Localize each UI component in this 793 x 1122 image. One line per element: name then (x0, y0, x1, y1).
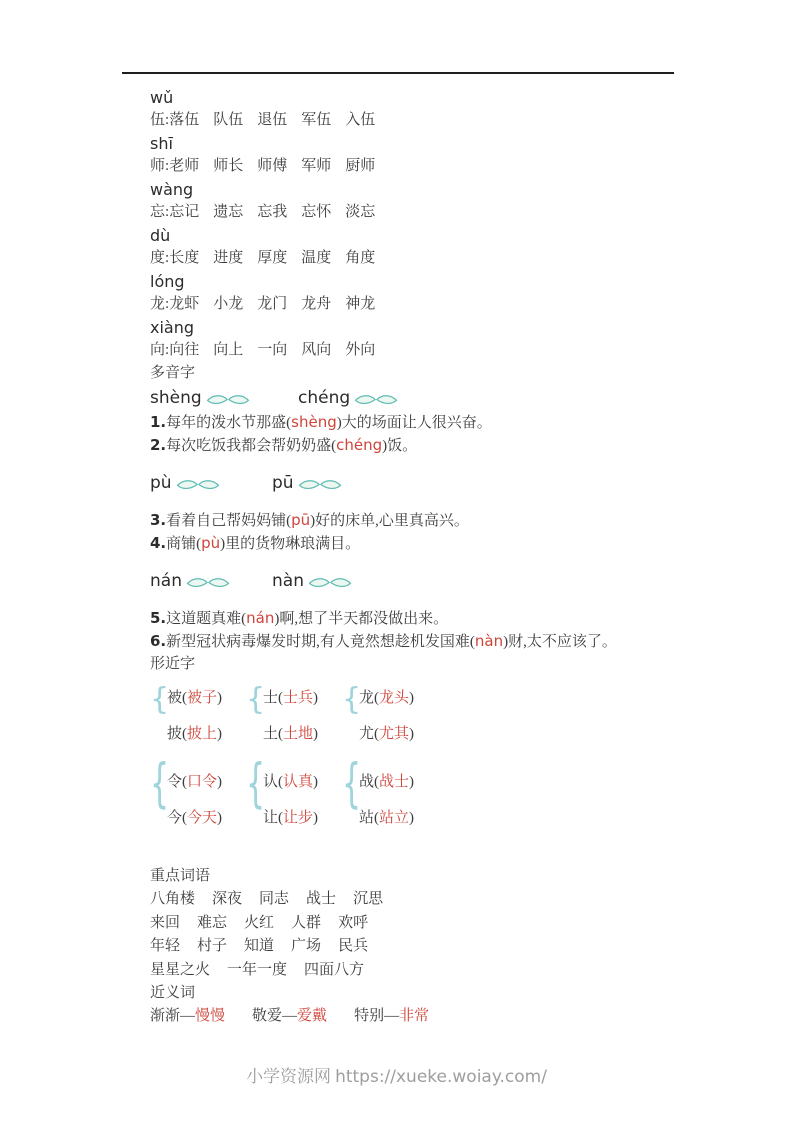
pinyin-label: lóng (150, 272, 185, 291)
pronunciation-left: shèng (150, 388, 202, 408)
confusable-pair-column (342, 753, 438, 831)
confusable-pair-column (150, 753, 246, 831)
example-word: 士兵 (283, 690, 314, 706)
confusable-entry (263, 685, 318, 711)
char: 士 (263, 690, 279, 706)
word: 淡忘 (345, 204, 376, 220)
sentence-text: 这道题真难( (166, 611, 247, 627)
word: 一向 (257, 342, 288, 358)
site-url: https://xueke.woiay.com/ (335, 1067, 547, 1087)
open-paren: ( (278, 774, 284, 790)
key-word: 八角楼 (150, 891, 196, 907)
word: 角度 (345, 250, 376, 266)
confusable-entry (167, 805, 222, 831)
close-paren: ) (217, 726, 223, 742)
confusable-entry (167, 721, 222, 747)
close-paren: ) (409, 774, 415, 790)
synonym-pair (354, 1008, 429, 1024)
sprout-leaves-icon (175, 477, 221, 492)
confusable-pair-column (246, 682, 342, 747)
colon: : (165, 250, 170, 266)
word: 进度 (213, 250, 244, 266)
pronunciation-pair-row (150, 568, 695, 594)
pinyin-label: shī (150, 134, 173, 153)
sentence-number: 2. (150, 436, 167, 454)
example-sentence (150, 434, 695, 457)
duoyinzi-block (150, 568, 695, 653)
close-paren: ) (217, 690, 223, 706)
colon: : (165, 342, 170, 358)
key-word: 火红 (244, 914, 275, 931)
confusable-entry (167, 769, 222, 795)
brace-icon: { (342, 753, 362, 815)
sentence-pinyin: chéng (336, 436, 383, 454)
char: 尤 (359, 726, 375, 742)
word-family (150, 224, 695, 270)
pronunciation-right: pū (272, 473, 294, 493)
word: 小龙 (213, 296, 244, 312)
word: 温度 (301, 250, 332, 266)
sentence-number: 3. (150, 511, 167, 529)
sentence-text: )啊,想了半天都没做出来。 (274, 611, 449, 627)
close-paren: ) (409, 726, 415, 742)
word-family-line (150, 293, 695, 316)
sentence-number: 1. (150, 413, 167, 431)
example-sentence (150, 607, 695, 630)
sprout-leaves-icon (353, 392, 399, 407)
sentence-text: 商铺( (166, 536, 202, 552)
open-paren: ( (278, 690, 284, 706)
brace-icon: { (342, 682, 362, 717)
confusable-group (150, 682, 695, 747)
close-paren: ) (313, 774, 319, 790)
key-word: 一年一度 (227, 961, 288, 978)
word-family-line (150, 339, 695, 362)
key-word: 民兵 (338, 938, 369, 954)
brace-icon: { (150, 682, 170, 717)
duoyinzi-block (150, 385, 695, 457)
close-paren: ) (217, 810, 223, 826)
site-name: 小学资源网 (246, 1067, 332, 1087)
example-word: 今天 (187, 810, 218, 826)
open-paren: ( (182, 774, 188, 790)
key-word: 难忘 (197, 914, 228, 931)
example-word: 披上 (187, 726, 218, 742)
open-paren: ( (374, 774, 380, 790)
word: 军伍 (301, 112, 332, 128)
confusable-entry (359, 685, 414, 711)
open-paren: ( (182, 690, 188, 706)
char: 站 (359, 810, 375, 826)
confusable-entry (359, 805, 414, 831)
close-paren: ) (217, 774, 223, 790)
head-char: 龙 (150, 296, 166, 312)
key-word: 战士 (306, 891, 337, 907)
synonym-a: 特别 (354, 1008, 385, 1024)
sentence-pinyin: nàn (474, 632, 504, 650)
key-word: 深夜 (212, 891, 243, 907)
word: 落伍 (169, 112, 200, 128)
open-paren: ( (278, 726, 284, 742)
sentence-text: )大的场面让人很兴奋。 (336, 415, 492, 431)
synonym-b: 非常 (399, 1008, 430, 1024)
confusable-pair-column (246, 753, 342, 831)
synonyms-row (150, 1005, 695, 1028)
char: 今 (167, 810, 183, 826)
pronunciation-left: pù (150, 473, 172, 493)
example-word: 口令 (187, 774, 218, 790)
word: 军师 (301, 158, 332, 174)
confusable-entry (359, 721, 414, 747)
word: 入伍 (345, 112, 376, 128)
confusable-group (150, 753, 695, 831)
sentence-text: )饭。 (382, 438, 418, 454)
pronunciation-pair-row (150, 470, 695, 496)
key-word: 沉思 (353, 891, 384, 907)
example-word: 龙头 (379, 690, 410, 706)
synonym-pair (150, 1008, 225, 1024)
key-word: 来回 (150, 914, 181, 931)
key-word: 星星之火 (150, 961, 211, 978)
section-heading-zhongdian: 重点词语 (150, 868, 211, 884)
worksheet-content (150, 86, 695, 1028)
pinyin-label: wǔ (150, 88, 174, 107)
word: 队伍 (213, 112, 244, 128)
sentence-text: 每次吃饭我都会帮奶奶盛( (166, 438, 337, 454)
example-word: 认真 (283, 774, 314, 790)
head-char: 度 (150, 250, 166, 266)
head-char: 向 (150, 342, 166, 358)
sentence-text: )里的货物琳琅满目。 (220, 536, 361, 552)
open-paren: ( (374, 690, 380, 706)
open-paren: ( (182, 726, 188, 742)
head-char: 忘 (150, 204, 166, 220)
synonym-a: 渐渐 (150, 1008, 181, 1024)
close-paren: ) (313, 690, 319, 706)
sprout-leaves-icon (297, 477, 343, 492)
open-paren: ( (182, 810, 188, 826)
sprout-leaves-icon (307, 575, 353, 590)
colon: : (165, 158, 170, 174)
dash: — (282, 1008, 298, 1024)
sentence-number: 4. (150, 534, 167, 552)
close-paren: ) (409, 810, 415, 826)
synonym-pair (252, 1008, 327, 1024)
sentence-text: 看着自己帮妈妈铺( (166, 513, 292, 529)
char: 让 (263, 810, 279, 826)
pronunciation-right: nàn (272, 571, 304, 591)
char: 令 (167, 774, 183, 790)
word-family-line (150, 201, 695, 224)
sentence-pinyin: pū (291, 511, 311, 529)
synonym-b: 慢慢 (195, 1008, 226, 1024)
word: 风向 (301, 342, 332, 358)
example-word: 土地 (283, 726, 314, 742)
sentence-text: 新型冠状病毒爆发时期,有人竟然想趁机发国难( (166, 634, 475, 650)
brace-icon: { (150, 753, 170, 815)
char: 被 (167, 690, 183, 706)
key-word: 村子 (197, 938, 228, 954)
sprout-leaves-icon (205, 392, 251, 407)
char: 披 (167, 726, 183, 742)
confusable-pair-column (342, 682, 438, 747)
sprout-leaves-icon (185, 575, 231, 590)
word-family-line (150, 247, 695, 270)
pinyin-label: wàng (150, 180, 194, 199)
example-word: 被子 (187, 690, 218, 706)
example-sentence (150, 509, 695, 532)
confusable-entry (263, 721, 318, 747)
word: 神龙 (345, 296, 376, 312)
word-family (150, 86, 695, 132)
word: 师傅 (257, 158, 288, 174)
footer-watermark (0, 1062, 793, 1087)
head-char: 伍 (150, 112, 166, 128)
example-word: 战士 (379, 774, 410, 790)
brace-icon: { (246, 753, 266, 815)
sentence-pinyin: pù (201, 534, 221, 552)
confusable-pair-column (150, 682, 246, 747)
char: 战 (359, 774, 375, 790)
brace-icon: { (246, 682, 266, 717)
word: 龙虾 (169, 296, 200, 312)
section-heading-jinyici: 近义词 (150, 985, 196, 1001)
word: 厨师 (345, 158, 376, 174)
word-family (150, 132, 695, 178)
pronunciation-right: chéng (298, 388, 351, 408)
key-word: 同志 (259, 891, 290, 907)
word: 师长 (213, 158, 244, 174)
top-divider (122, 72, 674, 74)
word-family (150, 316, 695, 362)
section-heading-duoyinzi: 多音字 (150, 365, 196, 381)
example-word: 站立 (379, 810, 410, 826)
word-family-line (150, 109, 695, 132)
word: 老师 (169, 158, 200, 174)
sentence-text: )好的床单,心里真高兴。 (310, 513, 469, 529)
key-word: 人群 (291, 914, 322, 931)
word: 退伍 (257, 112, 288, 128)
word-family (150, 178, 695, 224)
sentence-pinyin: nán (246, 609, 275, 627)
key-words-row (150, 959, 695, 983)
key-word: 广场 (291, 938, 322, 954)
confusable-entry (359, 769, 414, 795)
open-paren: ( (278, 810, 284, 826)
key-word: 知道 (244, 938, 275, 954)
dash: — (180, 1008, 196, 1024)
char: 土 (263, 726, 279, 742)
key-words-row (150, 935, 695, 959)
char: 认 (263, 774, 279, 790)
word: 忘我 (257, 204, 288, 220)
word: 忘怀 (301, 204, 332, 220)
pronunciation-left: nán (150, 571, 182, 591)
colon: : (165, 112, 170, 128)
sentence-number: 6. (150, 632, 167, 650)
key-word: 四面八方 (304, 961, 365, 978)
word: 长度 (169, 250, 200, 266)
synonym-b: 爱戴 (297, 1008, 328, 1024)
colon: : (165, 204, 170, 220)
pinyin-label: dù (150, 226, 171, 245)
confusable-entry (167, 685, 222, 711)
word: 向往 (169, 342, 200, 358)
key-word: 年轻 (150, 938, 181, 954)
dash: — (384, 1008, 400, 1024)
key-word: 欢呼 (338, 914, 369, 931)
colon: : (165, 296, 170, 312)
word-family (150, 270, 695, 316)
key-words-row (150, 888, 695, 912)
example-word: 让步 (283, 810, 314, 826)
word: 向上 (213, 342, 244, 358)
word: 龙门 (257, 296, 288, 312)
example-sentence (150, 532, 695, 555)
sentence-text: 每年的泼水节那盛( (166, 415, 292, 431)
example-sentence (150, 630, 695, 653)
key-words-row (150, 912, 695, 936)
sentence-text: )财,太不应该了。 (503, 634, 617, 650)
pronunciation-pair-row (150, 385, 695, 411)
word: 外向 (345, 342, 376, 358)
word: 厚度 (257, 250, 288, 266)
sentence-number: 5. (150, 609, 167, 627)
section-heading-xingjinzi: 形近字 (150, 656, 196, 672)
word: 龙舟 (301, 296, 332, 312)
example-sentence (150, 411, 695, 434)
close-paren: ) (313, 726, 319, 742)
word: 忘记 (169, 204, 200, 220)
word: 遗忘 (213, 204, 244, 220)
close-paren: ) (313, 810, 319, 826)
example-word: 尤其 (379, 726, 410, 742)
confusable-entry (263, 769, 318, 795)
confusable-entry (263, 805, 318, 831)
synonym-a: 敬爱 (252, 1008, 283, 1024)
open-paren: ( (374, 810, 380, 826)
open-paren: ( (374, 726, 380, 742)
head-char: 师 (150, 158, 166, 174)
word-family-line (150, 155, 695, 178)
char: 龙 (359, 690, 375, 706)
pinyin-label: xiàng (150, 318, 195, 337)
duoyinzi-block (150, 470, 695, 555)
close-paren: ) (409, 690, 415, 706)
sentence-pinyin: shèng (291, 413, 337, 431)
